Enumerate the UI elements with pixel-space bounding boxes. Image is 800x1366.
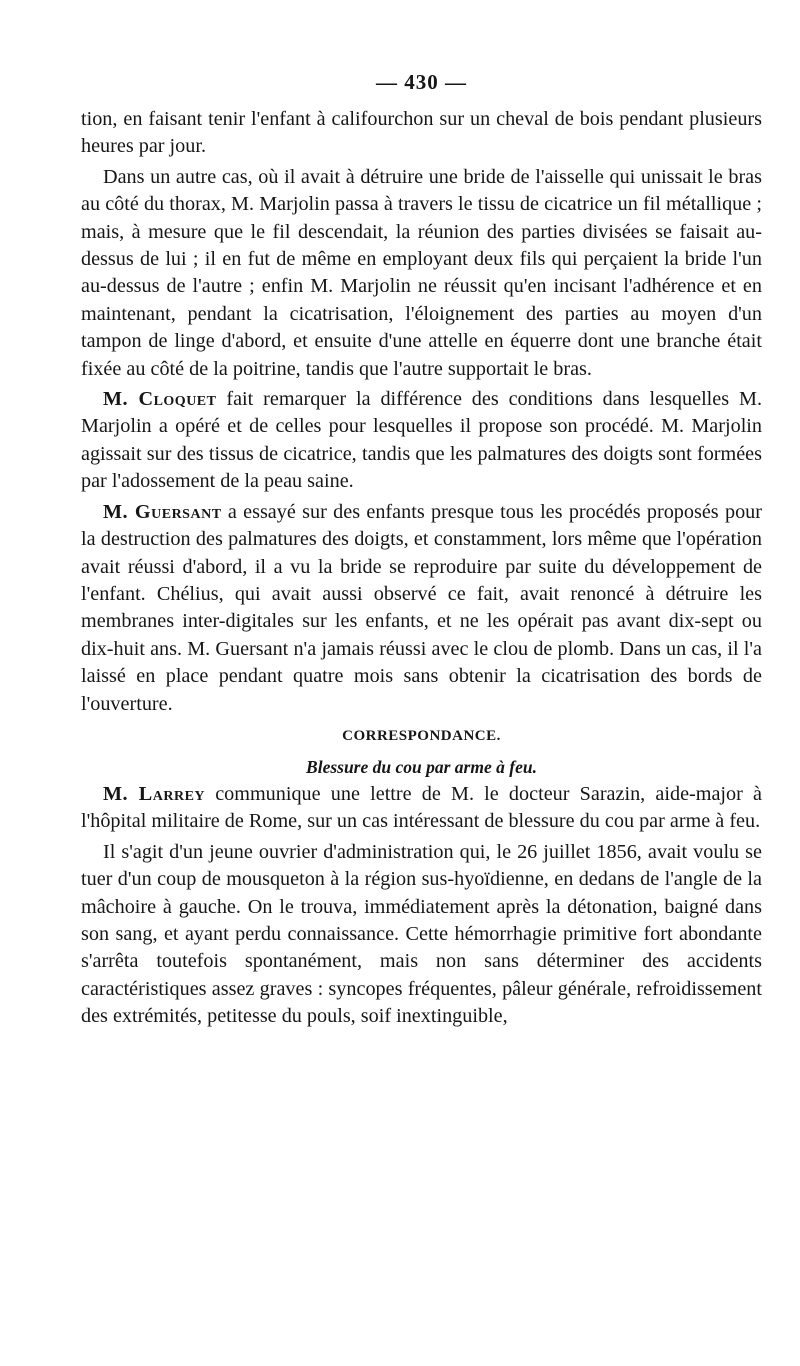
paragraph: [81, 499, 762, 718]
paragraph-text: Dans un autre cas, où il avait à détruire une bride de l'aisselle qui unissait le bras au côté du thorax, M. Marjolin passa à travers le tissu de cicatrice un fil métallique ; mais, à mesure que le fil descendait, la réunion des parties divisées se faisait au-dessus de lui ; il en fut de même en employant deux fils qui perçaient la bride l'un au-dessus de l'autre ; enfin M. Marjolin ne réussit qu'en incisant l'adhérence et en maintenant, pendant la cicatrisation, l'éloignement des parties au moyen d'un tampon de linge d'abord, et ensuite d'une attelle en équerre dont une branche était fixée au côté de la poitrine, tandis que l'autre supportait le bras.: [81, 165, 762, 380]
article-subheading: Blessure du cou par arme à feu.: [306, 756, 537, 777]
speaker-name: M. Cloquet: [103, 388, 217, 411]
paragraph: [81, 386, 762, 496]
speaker-name: M. Guersant: [103, 500, 222, 523]
speaker-name: M. Larrey: [103, 782, 206, 805]
text-block-after: [81, 781, 762, 1031]
paragraph: [81, 106, 762, 161]
page-number: — 430 —: [376, 70, 467, 94]
paragraph-text: Il s'agit d'un jeune ouvrier d'administration qui, le 26 juillet 1856, avait voulu se tuer d'un coup de mousqueton à la région sus-hyoïdienne, en dedans de l'angle de la mâchoire à gauche. On le trouva, immédiatement après la détonation, baigné dans son sang, et ayant perdu connaissance. Cette hémorrhagie primitive fort abondante s'arrêta toutefois spontanément, mais non sans déterminer des accidents caractéristiques assez graves : syncopes fréquentes, pâleur générale, refroidissement des extrémités, petitesse du pouls, soif inextinguible,: [81, 840, 762, 1028]
paragraph-text: communique une lettre de M. le docteur Sarazin, aide-major à l'hôpital militaire de Rome, sur un cas intéressant de blessure du cou par arme à feu.: [81, 782, 762, 833]
section-heading: CORRESPONDANCE.: [342, 727, 501, 744]
paragraph: [81, 781, 762, 836]
text-block-before: [81, 106, 762, 718]
paragraph: [81, 839, 762, 1031]
paragraph-text: tion, en faisant tenir l'enfant à califourchon sur un cheval de bois pendant plusieurs heures par jour.: [81, 108, 762, 158]
paragraph-text: fait remarquer la différence des conditions dans lesquelles M. Marjolin a opéré et de celles pour lesquelles il propose son procédé. M. Marjolin agissait sur des tissus de cicatrice, tandis que les palmatures des doigts sont formées par l'adossement de la peau saine.: [81, 388, 762, 493]
paragraph: [81, 164, 762, 383]
paragraph-text: a essayé sur des enfants presque tous les procédés proposés pour la destruction des palmatures des doigts, et constamment, lors même que l'opération avait réussi d'abord, il a vu la bride se reproduire par suite du développement de l'enfant. Chélius, qui avait aussi observé ce fait, avait renoncé à détruire les membranes inter-digitales sur les enfants, et ne les opérait pas avant dix-sept ou dix-huit ans. M. Guersant n'a jamais réussi avec le clou de plomb. Dans un cas, il l'a laissé en place pendant quatre mois sans obtenir la cicatrisation des bords de l'ouverture.: [81, 500, 762, 715]
